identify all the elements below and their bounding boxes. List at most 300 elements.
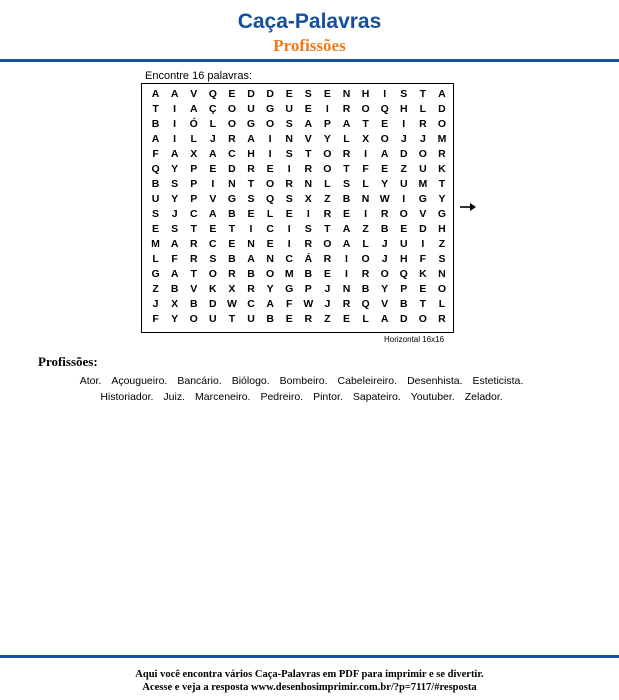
grid-cell: L xyxy=(419,103,427,115)
grid-cell: Y xyxy=(171,193,179,205)
grid-cell: B xyxy=(380,223,389,235)
grid-cell: R xyxy=(419,118,427,130)
grid-cell: Y xyxy=(266,283,274,295)
grid-cell: O xyxy=(323,238,332,250)
grid-cell: V xyxy=(190,88,198,100)
grid-cell: S xyxy=(171,223,179,235)
grid-cell: T xyxy=(362,118,369,130)
grid-cell: E xyxy=(266,238,274,250)
grid-cell: H xyxy=(247,148,255,160)
grid-cell: A xyxy=(342,238,351,250)
grid-cell: T xyxy=(419,298,427,310)
grid-cell: D xyxy=(438,103,446,115)
grid-cell: H xyxy=(361,88,370,100)
grid-cell: I xyxy=(383,88,387,100)
grid-cell: E xyxy=(323,268,331,280)
grid-cell: L xyxy=(343,133,350,145)
grid-cell: Q xyxy=(380,103,389,115)
grid-cell: I xyxy=(345,253,348,265)
grid-cell: D xyxy=(209,298,217,310)
grid-row xyxy=(146,102,452,117)
word-item: Açougueiro. xyxy=(111,375,168,387)
grid-cell: S xyxy=(285,118,293,130)
grid-cell: O xyxy=(266,178,275,190)
word-item: Bancário. xyxy=(177,375,222,387)
grid-cell: Q xyxy=(208,88,217,100)
grid-cell: Z xyxy=(152,283,159,295)
grid-cell: G xyxy=(246,118,256,130)
grid-cell: L xyxy=(362,178,369,190)
grid-cell: Y xyxy=(381,178,389,190)
grid-cell: I xyxy=(287,238,291,250)
grid-cell: L xyxy=(362,313,369,325)
grid-cell: U xyxy=(399,238,408,250)
grid-cell: I xyxy=(268,148,272,160)
puzzle-intro: Encontre 16 palavras: xyxy=(145,70,253,82)
grid-cell: P xyxy=(304,283,312,295)
grid-row xyxy=(146,177,452,192)
word-item: Cabeleireiro. xyxy=(337,375,398,387)
grid-cell: Y xyxy=(381,283,389,295)
grid-cell: A xyxy=(209,148,217,160)
grid-cell: X xyxy=(190,148,198,160)
grid-cell: C xyxy=(285,253,293,265)
footer-link-text: Acesse e veja a resposta www.desenhosimprimir.com.br/?p=7117/#resposta xyxy=(142,682,477,693)
grid-cell: L xyxy=(362,238,369,250)
grid-cell: O xyxy=(437,283,447,295)
grid-cell: Ç xyxy=(209,103,217,115)
grid-cell: O xyxy=(361,253,370,265)
word-item: Ator. xyxy=(79,375,102,387)
grid-cell: A xyxy=(189,103,198,115)
grid-cell: C xyxy=(228,148,236,160)
grid-cell: R xyxy=(285,178,293,190)
grid-cell: L xyxy=(438,298,446,310)
grid-cell: T xyxy=(419,88,427,100)
grid-cell: S xyxy=(152,208,160,220)
grid-cell: B xyxy=(247,268,255,280)
grid-cell: X xyxy=(304,193,312,205)
grid-cell: J xyxy=(419,133,426,145)
grid-cell: Z xyxy=(362,223,369,235)
grid-cell: L xyxy=(266,208,274,220)
grid-cell: E xyxy=(285,88,293,100)
grid-cell: I xyxy=(364,148,368,160)
page-subtitle: Profissões xyxy=(273,36,346,55)
grid-cell: N xyxy=(304,178,313,190)
grid-cell: E xyxy=(400,223,408,235)
grid-cell: A xyxy=(380,313,389,325)
grid-cell: I xyxy=(287,223,291,235)
word-item: Pedreiro. xyxy=(260,391,304,403)
grid-cell: A xyxy=(170,268,179,280)
grid-cell: R xyxy=(228,133,236,145)
grid-cell: T xyxy=(228,313,236,325)
grid-cell: F xyxy=(285,298,293,310)
grid-cell: Q xyxy=(151,163,160,175)
grid-cell: R xyxy=(361,268,370,280)
grid-cell: E xyxy=(228,88,236,100)
word-item: Zelador. xyxy=(464,391,503,403)
grid-cell: X xyxy=(228,283,236,295)
grid-cell: K xyxy=(438,163,446,175)
grid-cell: C xyxy=(209,238,217,250)
grid-cell: S xyxy=(171,178,179,190)
grid-cell: S xyxy=(400,88,408,100)
grid-cell: I xyxy=(306,208,310,220)
grid-cell: T xyxy=(152,103,159,115)
grid-cell: N xyxy=(342,88,351,100)
grid-cell: J xyxy=(324,298,331,310)
grid-cell: G xyxy=(285,283,294,295)
grid-cell: J xyxy=(381,238,388,250)
grid-cell: T xyxy=(190,268,197,280)
grid-cell: W xyxy=(303,298,314,310)
word-item: Esteticista. xyxy=(472,375,524,387)
word-list-title: Profissões: xyxy=(38,354,98,369)
grid-cell: R xyxy=(247,283,255,295)
grid-cell: R xyxy=(304,163,313,175)
grid-cell: F xyxy=(152,148,159,160)
grid-cell: E xyxy=(342,208,350,220)
grid-cell: F xyxy=(362,163,369,175)
bottom-divider xyxy=(0,655,619,658)
grid-cell: O xyxy=(323,163,332,175)
grid-cell: N xyxy=(361,193,370,205)
grid-cell: B xyxy=(399,298,408,310)
grid-cell: T xyxy=(190,223,197,235)
grid-cell: M xyxy=(437,133,447,145)
grid-row xyxy=(146,192,452,207)
grid-cell: R xyxy=(189,253,198,265)
grid-cell: O xyxy=(399,208,408,220)
grid-cell: A xyxy=(342,118,351,130)
grid-cell: L xyxy=(152,253,159,265)
grid-cell: A xyxy=(151,88,160,100)
word-item: Sapateiro. xyxy=(352,391,401,403)
grid-cell: N xyxy=(247,238,255,250)
grid-cell: F xyxy=(152,313,159,325)
grid-cell: Z xyxy=(324,313,331,325)
grid-cell: R xyxy=(342,148,351,160)
grid-cell: O xyxy=(227,118,236,130)
grid-cell: I xyxy=(173,118,177,130)
grid-cell: D xyxy=(266,88,274,100)
grid-cell: R xyxy=(323,253,332,265)
word-item: Desenhista. xyxy=(407,375,463,387)
grid-row xyxy=(146,117,452,132)
grid-cell: E xyxy=(209,223,217,235)
grid-cell: S xyxy=(304,223,312,235)
grid-cell: A xyxy=(170,238,179,250)
grid-cell: O xyxy=(437,118,447,130)
word-item: Bombeiro. xyxy=(279,375,328,387)
grid-cell: F xyxy=(419,253,427,265)
grid-cell: C xyxy=(189,208,198,220)
grid-cell: A xyxy=(380,148,389,160)
grid-cell: T xyxy=(305,148,312,160)
grid-cell: T xyxy=(438,178,446,190)
grid-cell: V xyxy=(304,133,312,145)
grid-cell: R xyxy=(304,313,313,325)
grid-cell: H xyxy=(438,223,446,235)
grid-cell: E xyxy=(323,88,331,100)
grid-size-label: Horizontal 16x16 xyxy=(384,335,445,344)
grid-cell: Y xyxy=(323,133,331,145)
grid-cell: R xyxy=(228,268,236,280)
grid-cell: B xyxy=(228,253,236,265)
grid-cell: O xyxy=(361,103,370,115)
grid-cell: R xyxy=(342,103,351,115)
grid-cell: E xyxy=(342,313,350,325)
grid-cell: E xyxy=(285,208,293,220)
grid-cell: J xyxy=(324,283,331,295)
word-item: Marceneiro. xyxy=(195,391,251,403)
word-item: Pintor. xyxy=(313,391,343,403)
grid-cell: D xyxy=(399,313,408,325)
grid-cell: W xyxy=(379,193,390,205)
grid-cell: T xyxy=(343,163,350,175)
grid-cell: R xyxy=(189,238,198,250)
grid-cell: M xyxy=(151,238,160,250)
grid-cell: I xyxy=(249,223,253,235)
grid-cell: S xyxy=(247,193,255,205)
grid-cell: R xyxy=(380,208,389,220)
grid-cell: D xyxy=(247,88,255,100)
grid-cell: A xyxy=(209,208,217,220)
grid-cell: J xyxy=(381,253,388,265)
grid-cell: T xyxy=(324,223,331,235)
grid-cell: G xyxy=(437,208,447,220)
grid-cell: A xyxy=(151,133,160,145)
grid-cell: A xyxy=(247,253,255,265)
grid-cell: B xyxy=(170,283,179,295)
grid-cell: N xyxy=(266,253,274,265)
grid-cell: J xyxy=(152,298,159,310)
grid-cell: R xyxy=(247,163,255,175)
word-item: Youtuber. xyxy=(410,391,455,403)
grid-cell: B xyxy=(189,298,198,310)
grid-cell: P xyxy=(190,193,198,205)
grid-cell: C xyxy=(266,223,274,235)
grid-row xyxy=(146,87,452,102)
grid-cell: Y xyxy=(171,313,179,325)
grid-cell: I xyxy=(173,133,177,145)
grid-cell: D xyxy=(399,148,408,160)
grid-cell: A xyxy=(170,148,179,160)
grid-cell: W xyxy=(226,298,237,310)
grid-cell: E xyxy=(419,283,427,295)
grid-cell: F xyxy=(171,253,178,265)
grid-cell: B xyxy=(151,178,160,190)
grid-cell: I xyxy=(402,193,406,205)
grid-cell: O xyxy=(266,118,275,130)
grid-cell: G xyxy=(418,193,427,205)
grid-cell: B xyxy=(361,283,370,295)
grid-cell: U xyxy=(285,103,293,115)
grid-cell: Q xyxy=(361,298,370,310)
grid-cell: O xyxy=(227,103,236,115)
grid-cell: E xyxy=(285,313,293,325)
grid-cell: X xyxy=(362,133,370,145)
grid-cell: B xyxy=(342,193,351,205)
grid-cell: I xyxy=(402,118,406,130)
word-item: Biólogo. xyxy=(231,375,270,387)
grid-cell: U xyxy=(419,163,427,175)
grid-cell: T xyxy=(228,223,236,235)
grid-cell: E xyxy=(209,163,217,175)
grid-cell: A xyxy=(438,88,446,100)
grid-cell: H xyxy=(399,253,408,265)
grid-cell: B xyxy=(266,313,274,325)
grid-cell: S xyxy=(342,178,350,190)
grid-cell: V xyxy=(190,283,198,295)
grid-cell: I xyxy=(287,163,291,175)
grid-cell: J xyxy=(400,133,407,145)
grid-cell: U xyxy=(247,103,255,115)
grid-cell: R xyxy=(342,298,351,310)
grid-cell: E xyxy=(228,238,236,250)
footer-text: Aqui você encontra vários Caça-Palavras em PDF para imprimir e se divertir. xyxy=(135,669,484,680)
grid-cell: A xyxy=(247,133,255,145)
grid-row xyxy=(146,297,452,312)
grid-cell: X xyxy=(171,298,179,310)
grid-cell: U xyxy=(247,313,255,325)
grid-row xyxy=(146,237,452,252)
grid-cell: B xyxy=(151,118,160,130)
word-list-line-2 xyxy=(0,391,611,404)
grid-cell: A xyxy=(304,118,313,130)
grid-cell: O xyxy=(380,133,389,145)
grid-cell: E xyxy=(381,163,389,175)
grid-cell: O xyxy=(266,268,275,280)
grid-cell: I xyxy=(268,133,272,145)
grid-cell: Y xyxy=(438,193,446,205)
grid-cell: I xyxy=(345,268,348,280)
grid-cell: G xyxy=(266,103,275,115)
grid-row xyxy=(146,267,452,282)
grid-letters xyxy=(146,87,452,327)
grid-row xyxy=(146,312,452,327)
grid-cell: N xyxy=(438,268,446,280)
grid-cell: R xyxy=(438,313,446,325)
grid-cell: G xyxy=(227,193,236,205)
word-item: Historiador. xyxy=(100,391,154,403)
word-list-line-1 xyxy=(0,375,611,388)
grid-cell: D xyxy=(228,163,236,175)
grid-cell: D xyxy=(419,223,427,235)
grid-cell: L xyxy=(209,118,217,130)
top-divider xyxy=(0,59,619,62)
grid-cell: Q xyxy=(266,193,275,205)
grid-cell: O xyxy=(418,313,427,325)
grid-cell: Á xyxy=(304,253,313,265)
grid-cell: V xyxy=(419,208,427,220)
grid-cell: S xyxy=(285,148,293,160)
grid-row xyxy=(146,147,452,162)
grid-cell: V xyxy=(381,298,389,310)
grid-cell: N xyxy=(285,133,293,145)
grid-cell: C xyxy=(247,298,255,310)
grid-cell: J xyxy=(171,208,178,220)
grid-cell: R xyxy=(323,208,332,220)
grid-cell: J xyxy=(209,133,216,145)
grid-cell: I xyxy=(211,178,215,190)
grid-cell: T xyxy=(247,178,255,190)
grid-cell: N xyxy=(342,283,351,295)
grid-cell: B xyxy=(228,208,236,220)
grid-cell: Z xyxy=(400,163,407,175)
word-search-grid xyxy=(141,83,454,333)
grid-cell: M xyxy=(284,268,294,280)
grid-cell: I xyxy=(364,208,368,220)
grid-cell: M xyxy=(418,178,428,190)
grid-row xyxy=(146,132,452,147)
grid-row xyxy=(146,162,452,177)
grid-cell: I xyxy=(173,103,177,115)
grid-cell: A xyxy=(266,298,274,310)
word-item: Juiz. xyxy=(163,391,186,403)
grid-row xyxy=(146,207,452,222)
grid-cell: U xyxy=(209,313,217,325)
grid-cell: Z xyxy=(324,193,331,205)
grid-cell: P xyxy=(190,178,198,190)
grid-cell: S xyxy=(304,88,312,100)
grid-cell: E xyxy=(247,208,255,220)
grid-cell: E xyxy=(152,223,160,235)
grid-cell: Y xyxy=(171,163,179,175)
grid-row xyxy=(146,222,452,237)
grid-cell: G xyxy=(151,268,160,280)
grid-cell: V xyxy=(209,193,217,205)
grid-cell: A xyxy=(170,88,179,100)
arrow-right-icon xyxy=(459,202,477,212)
grid-row xyxy=(146,252,452,267)
grid-cell: P xyxy=(190,163,198,175)
grid-cell: K xyxy=(209,283,217,295)
grid-cell: O xyxy=(208,268,217,280)
grid-cell: R xyxy=(438,148,446,160)
grid-cell: L xyxy=(324,178,331,190)
grid-cell: S xyxy=(209,253,217,265)
grid-cell: N xyxy=(228,178,236,190)
grid-cell: B xyxy=(304,268,313,280)
grid-cell: O xyxy=(380,268,389,280)
grid-cell: U xyxy=(399,178,408,190)
grid-cell: Z xyxy=(438,238,446,250)
grid-row xyxy=(146,282,452,297)
grid-cell: E xyxy=(381,118,389,130)
grid-cell: O xyxy=(189,313,198,325)
grid-cell: I xyxy=(325,103,329,115)
grid-cell: A xyxy=(342,223,351,235)
grid-cell: O xyxy=(418,148,427,160)
grid-cell: I xyxy=(421,238,425,250)
grid-cell: R xyxy=(304,238,313,250)
grid-cell: P xyxy=(400,283,408,295)
grid-cell: O xyxy=(323,148,332,160)
grid-cell: L xyxy=(190,133,197,145)
grid-cell: E xyxy=(266,163,274,175)
grid-cell: E xyxy=(304,103,312,115)
grid-cell: K xyxy=(419,268,427,280)
grid-cell: P xyxy=(323,118,331,130)
grid-cell: S xyxy=(438,253,446,265)
page-title: Caça-Palavras xyxy=(237,10,382,33)
grid-cell: S xyxy=(285,193,293,205)
grid-cell: Ó xyxy=(189,118,198,130)
grid-cell: U xyxy=(151,193,160,205)
